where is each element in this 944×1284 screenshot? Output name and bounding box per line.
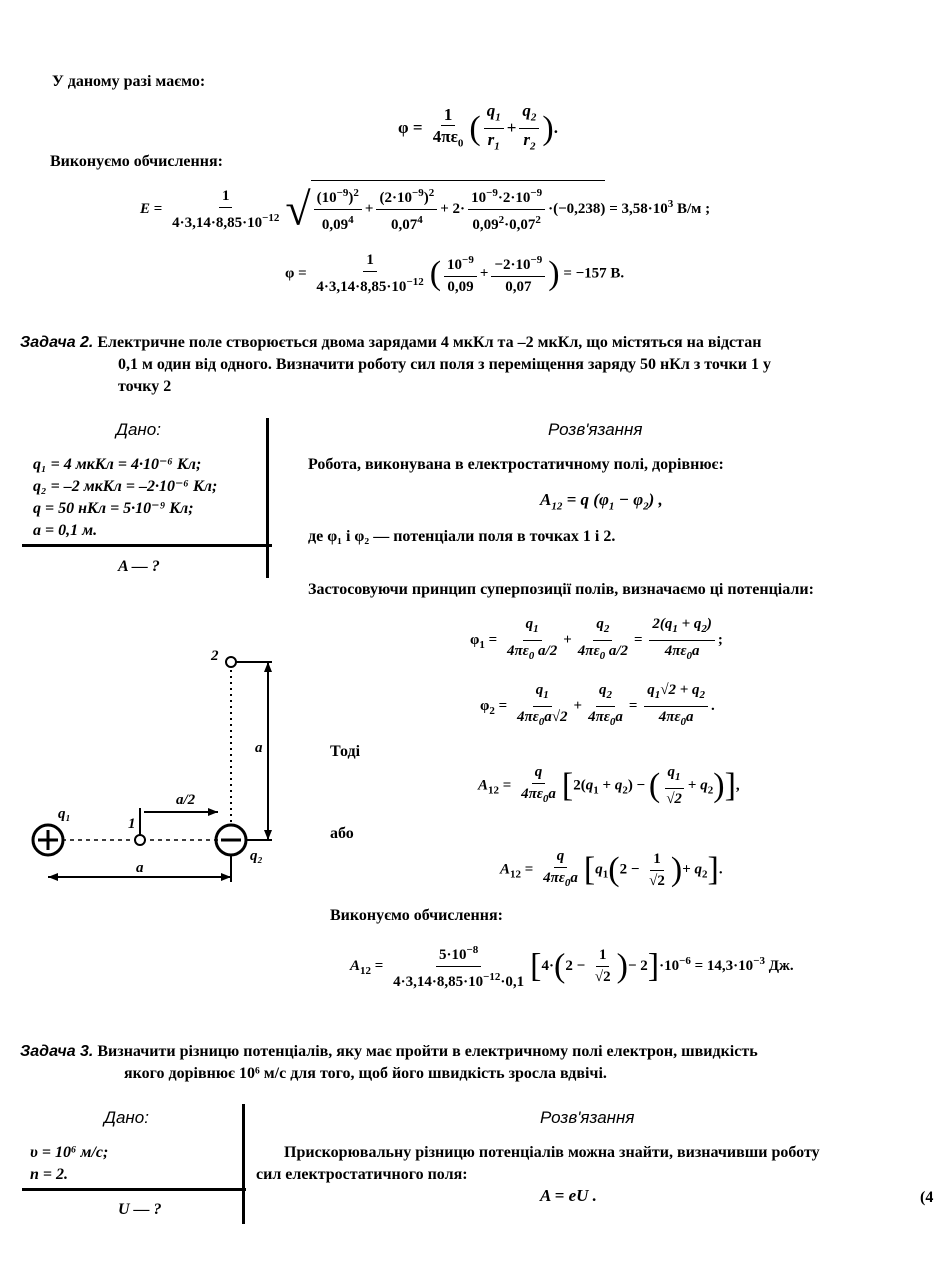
point-2-marker — [226, 657, 236, 667]
task2-find: A — ? — [118, 558, 160, 575]
task2-solution-s1: Робота, виконувана в електростатичному полі, дорівнює: — [308, 456, 724, 473]
phi2-formula: $\varphi_2$ = $\frac{q_1}{4\pi\varepsilon_0a√2}$ + $\frac{q_2}{4\pi\varepsilon_0a}$ = $\frac{q_1√2 + q_2}{4\pi\varepsilon_0a}$ . — [480, 682, 715, 728]
given-item: n = 2. — [30, 1166, 69, 1183]
task2-given-list — [33, 454, 217, 542]
fig-label-half-a: a/2 — [176, 792, 196, 808]
task3-text-1: Визначити різницю потенціалів, яку має пройти в електричному полі електрон, швидкість — [97, 1043, 758, 1060]
task2-solution-title: Розв'язання — [548, 420, 643, 439]
given-item: a = 0,1 м. — [33, 522, 98, 539]
task2-solution-s3: Застосовуючи принцип суперпозиції полів, визначаємо ці потенціали: — [308, 581, 814, 598]
task3-solution-s1: Прискорювальну різницю потенціалів можна знайти, визначивши роботу — [284, 1144, 820, 1161]
fig-label-q2: q₂ — [250, 848, 263, 864]
task3-eq: A = eU . — [540, 1186, 597, 1205]
field-calc-formula: E = $\frac{1}{4\cdot 3,14\cdot 8,85\cdot 10^{-12}}$ √ $\frac{(10^{-9})^2}{0,09^4}$ + $\frac{(2\cdot 10^{-9})^2}{0,07^4}$ + 2· $\frac{10^{-9}\cdot 2\cdot 10^{-9}}{0,09^2\cdot 0,07^2}$ $\cdot(-0,238) = 3,58\cdot 10^3$ В/м ; — [140, 180, 710, 236]
or-label: або — [330, 825, 354, 842]
task3-find: U — ? — [118, 1201, 162, 1218]
task2-statement-line1 — [20, 333, 761, 353]
given-divider — [22, 544, 272, 547]
fig-label-point-1: 1 — [128, 816, 136, 832]
fig-label-a-bottom: a — [136, 860, 144, 876]
intro-text: У даному разі маємо: — [52, 73, 206, 90]
task3-statement-line1 — [20, 1042, 758, 1062]
given-item: q₁ = 4 мкКл = 4·10⁻⁶ Кл; — [33, 456, 202, 473]
then-label: Тоді — [330, 743, 361, 760]
task3-given-title: Дано: — [104, 1108, 149, 1127]
task2-solution-s2: де φ₁ і φ₂ — потенціали поля в точках 1 і 2. — [308, 528, 616, 545]
task2-given-title: Дано: — [116, 420, 161, 439]
work-formula: $A_{12} = q$ $(\varphi_1 - \varphi_2)$ , — [540, 490, 663, 513]
fig-label-point-2: 2 — [211, 648, 219, 664]
task2-compute: Виконуємо обчислення: — [330, 907, 503, 924]
given-item: υ = 10⁶ м/с; — [30, 1144, 109, 1161]
work-calc-formula: $A_{12}$ = $\frac{5\cdot 10^{-8}}{4\cdot 3,14\cdot 8,85\cdot 10^{-12}\cdot 0,1}$ [4·(2 − $\frac{1}{√2}$ )− $2]\cdot 10^{-6} = 14,3\cdot 10^{-3}$ Дж. — [350, 940, 794, 993]
task2-statement-line3: точку 2 — [118, 378, 172, 395]
phi-calc-formula: φ = $\frac{1}{4\cdot 3,14\cdot 8,85\cdot 10^{-12}}$ ( $\frac{10^{-9}}{0,09}$ + $\frac{-2\cdot 10^{-9}}{0,07}$ ) = −157 В. — [285, 252, 625, 295]
phi1-formula: $\varphi_1$ = $\frac{q_1}{4\pi\varepsilon_0 a/2}$ + $\frac{q_2}{4\pi\varepsilon_0 a/2}$ = $\frac{2(q_1 + q_2)}{4\pi\varepsilon_0a}$ ; — [470, 616, 723, 662]
task3-given-divider — [22, 1188, 246, 1191]
task3-label: Задача 3. — [20, 1043, 94, 1060]
task3-solution-title: Розв'язання — [540, 1108, 635, 1127]
task3-given-list — [30, 1142, 108, 1186]
work-simplified-formula: $A_{12}$ = $\frac{q}{4\pi\varepsilon_0a}$ [$q_1(2$ − $\frac{1}{√2}$ )+ $q_2$]. — [500, 848, 723, 889]
task3-eq-number: (4 — [920, 1189, 934, 1206]
task2-statement-line2: 0,1 м один від одного. Визначити роботу сил поля з переміщення заряду 50 нКл з точки 1 у — [118, 356, 771, 373]
given-vertical-divider — [266, 418, 269, 578]
task3-vertical-divider — [242, 1104, 245, 1224]
phi-formula: φ = $\frac{1}{4\pi\varepsilon_0}$ ( $\frac{q_1}{r_1}$ + $\frac{q_2}{r_2}$ ). — [398, 101, 558, 153]
task2-label: Задача 2. — [20, 334, 94, 351]
given-item: q = 50 нКл = 5·10⁻⁹ Кл; — [33, 500, 194, 517]
fig-label-q1: q₁ — [58, 806, 71, 822]
given-item: q₂ = –2 мкКл = –2·10⁻⁶ Кл; — [33, 478, 218, 495]
compute-heading: Виконуємо обчислення: — [50, 153, 223, 170]
task3-statement-line2: якого дорівнює 10⁶ м/с для того, щоб його швидкість зросла вдвічі. — [124, 1065, 607, 1082]
point-1-marker — [135, 835, 145, 845]
task3-solution-s2: сил електростатичного поля: — [256, 1166, 468, 1183]
work-expanded-formula: $A_{12}$ = $\frac{q}{4\pi\varepsilon_0a}$ [$2(q_1 + q_2)$ − ( $\frac{q_1}{√2}$ + $q_2$)], — [478, 764, 740, 807]
fig-label-a-vertical: a — [255, 740, 263, 756]
task2-text-1: Електричне поле створюється двома зарядами 4 мкКл та –2 мкКл, що містяться на відстан — [97, 334, 762, 351]
